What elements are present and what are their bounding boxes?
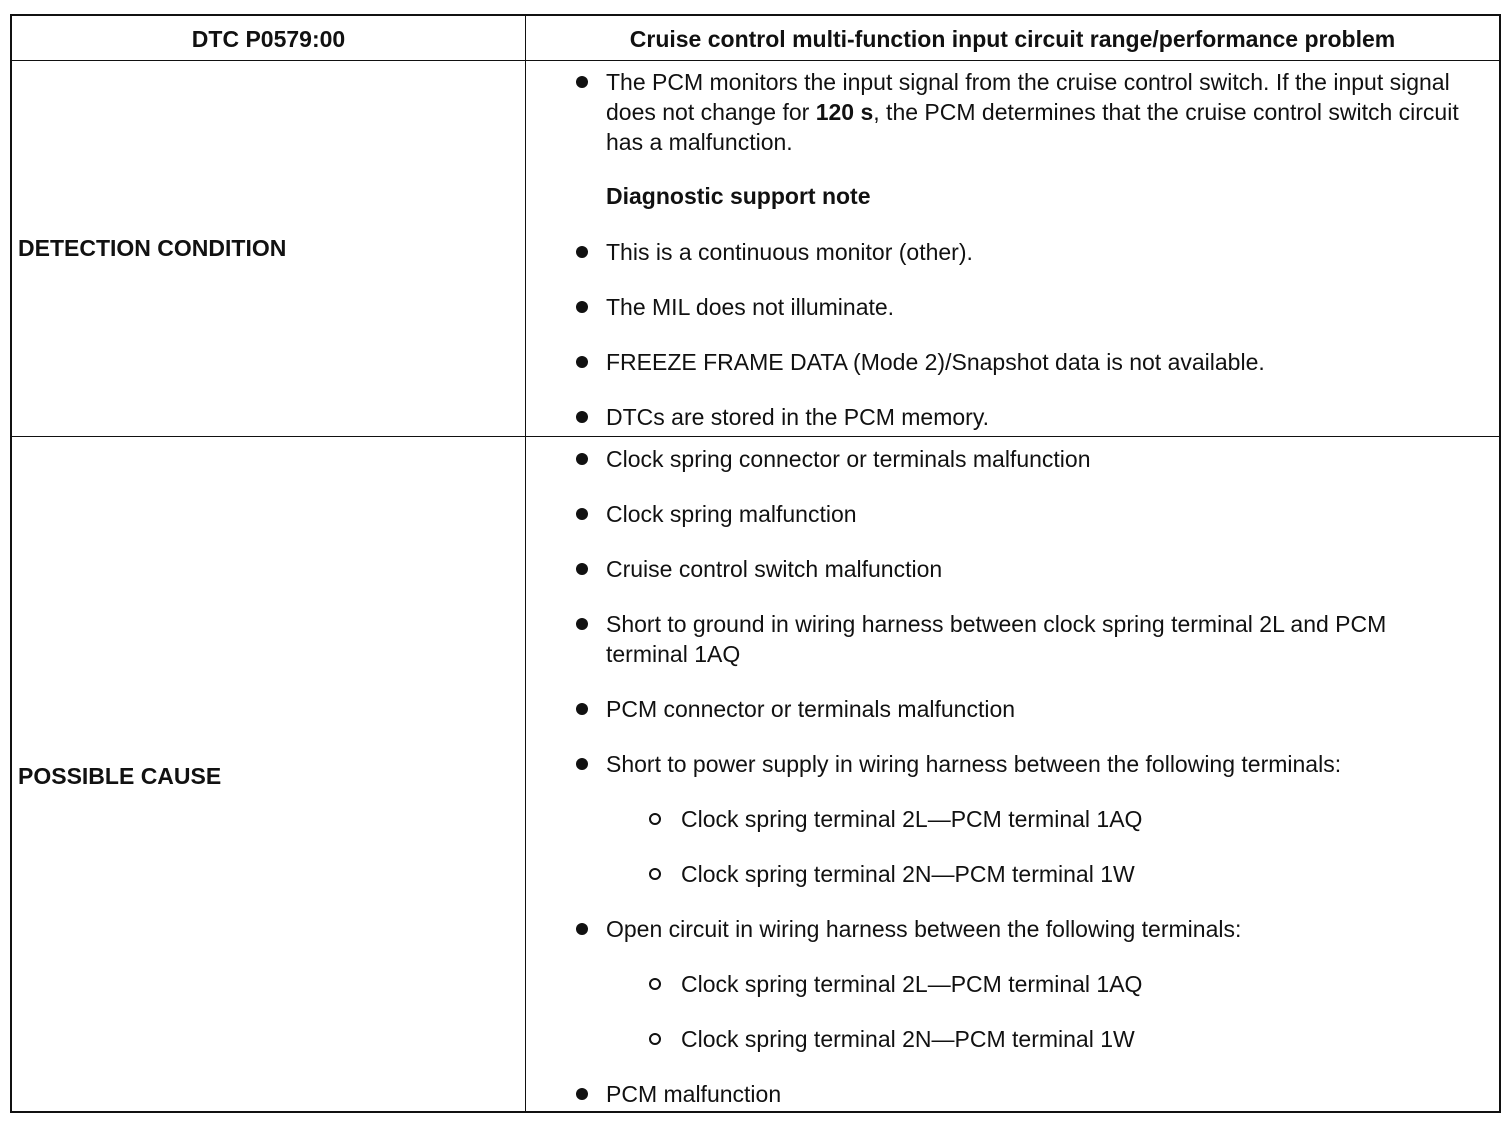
bullet-icon — [576, 703, 588, 715]
bullet-icon — [576, 356, 588, 368]
bullet-icon — [576, 563, 588, 575]
dtc-description: Cruise control multi-function input circuit range/performance problem — [629, 26, 1396, 52]
circle-bullet-icon — [649, 978, 661, 990]
sub-list-item: Clock spring terminal 2N—PCM terminal 1W — [681, 1024, 1461, 1054]
diagnostic-note-heading: Diagnostic support note — [606, 183, 871, 209]
circle-bullet-icon — [649, 1033, 661, 1045]
list-item: PCM connector or terminals malfunction — [606, 694, 1476, 724]
list-item: FREEZE FRAME DATA (Mode 2)/Snapshot data is not available. — [606, 347, 1476, 377]
list-item: Short to power supply in wiring harness between the following terminals: — [606, 749, 1476, 779]
bullet-icon — [576, 508, 588, 520]
bullet-icon — [576, 453, 588, 465]
sub-list-item: Clock spring terminal 2L—PCM terminal 1AQ — [681, 804, 1461, 834]
list-item: Open circuit in wiring harness between the following terminals: — [606, 914, 1476, 944]
dtc-table — [10, 14, 1501, 1113]
list-item: Short to ground in wiring harness between clock spring terminal 2L and PCM terminal 1AQ — [606, 609, 1471, 669]
circle-bullet-icon — [649, 813, 661, 825]
list-item: The PCM monitors the input signal from the cruise control switch. If the input signal does not change for 120 s, the PCM determines that the cruise control switch circuit has a malfunction. — [606, 67, 1476, 157]
bullet-icon — [576, 1088, 588, 1100]
list-item: The MIL does not illuminate. — [606, 292, 1476, 322]
row-divider — [12, 436, 1499, 437]
bullet-icon — [576, 758, 588, 770]
list-item: Clock spring connector or terminals malfunction — [606, 444, 1476, 474]
detection-condition-label: DETECTION CONDITION — [18, 235, 287, 261]
circle-bullet-icon — [649, 868, 661, 880]
list-item: Cruise control switch malfunction — [606, 554, 1476, 584]
bullet-icon — [576, 923, 588, 935]
list-item: This is a continuous monitor (other). — [606, 237, 1476, 267]
bullet-icon — [576, 76, 588, 88]
list-item: Clock spring malfunction — [606, 499, 1476, 529]
possible-cause-label: POSSIBLE CAUSE — [18, 763, 222, 789]
bullet-icon — [576, 301, 588, 313]
sub-list-item: Clock spring terminal 2L—PCM terminal 1AQ — [681, 969, 1461, 999]
list-item: DTCs are stored in the PCM memory. — [606, 402, 1476, 432]
bullet-icon — [576, 618, 588, 630]
list-item: PCM malfunction — [606, 1079, 1476, 1109]
sub-list-item: Clock spring terminal 2N—PCM terminal 1W — [681, 859, 1461, 889]
column-divider — [525, 16, 526, 1111]
bullet-icon — [576, 246, 588, 258]
header-divider — [12, 60, 1499, 61]
bullet-icon — [576, 411, 588, 423]
dtc-code: DTC P0579:00 — [191, 26, 346, 52]
